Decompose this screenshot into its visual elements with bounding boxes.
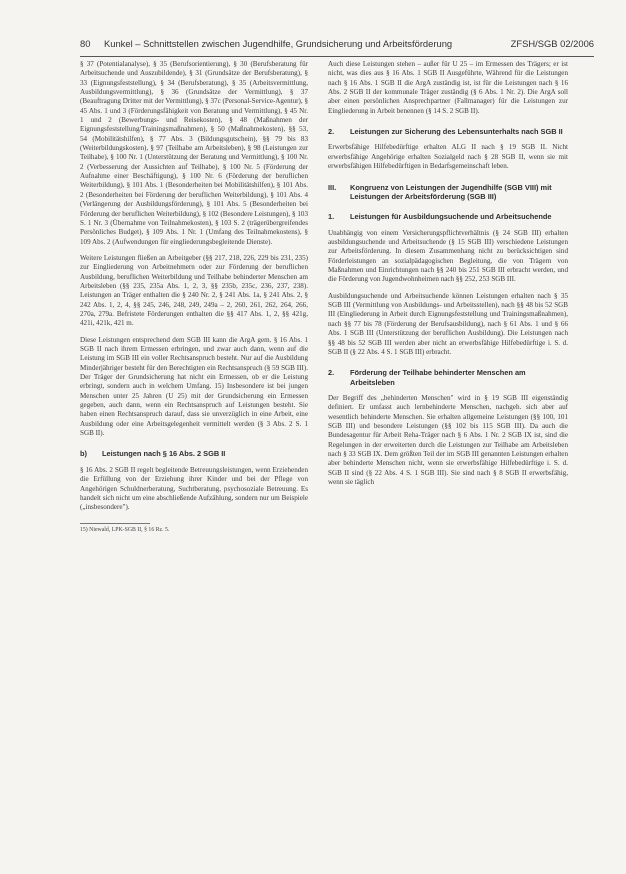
section-heading [80, 449, 308, 458]
heading-number: 2. [328, 127, 335, 137]
running-title: Kunkel – Schnittstellen zwischen Jugendhilfe, Grundsicherung und Arbeitsförderung [104, 38, 453, 49]
heading-number: 1. [328, 212, 335, 222]
paragraph: Weitere Leistungen fließen an Arbeitgeber (§§ 217, 218, 226, 229 bis 231, 235) zur Eingliederung von Arbeitnehmern oder zur Förderung der beruflichen Ausbildung, beruflichen Weiterbildung und Teilhabe behinderter Menschen am Arbeitsleben (§§ 235, 235a Abs. 1, 2, 3, §§ 235b, 235c, 236, 237, 238). Leistungen an Träger enthalten die § 240 Nr. 2, § 241 Abs. 1a, § 241 Abs. 2, § 242 Abs. 1, 2, 4, §§ 245, 246, 248, 249, 249a – 2, 260, 261, 262, 264, 266, 270a, 279a. Befristete Förderungen enthalten die §§ 417 Abs. 1, 2, §§ 421g, 421i, 421k, 421 m. [80, 253, 308, 328]
paragraph: Der Begriff des „behinderten Menschen" wird in § 19 SGB III eigenständig definiert. Er umfasst auch lernbehinderte Menschen, nachgeh. sich aber auf wesentlich behinderte Menschen. Sie erhalten allgemeine Leistungen (§§ 100, 101 SGB III) und besondere Leistungen (§§ 102 bis 115 SGB III). Da auch die Bundesagentur für Arbeit Reha-Träger nach § 6 Abs. 1 Nr. 2 SGB IX ist, sind die Regelungen in der erweiterten durch die Leistungen zur Teilhabe am Arbeitsleben nach § 33 SGB IX. Dem größten Teil der im SGB III genannten Leistungen erhalten aber behinderte Menschen nicht, wenn sie erwerbsfähige Hilfebedürftige i. S. d. SGB II sind (§ 22 Abs. 4 S. 1 SGB III). Sie sind nach § 8 SGB II erwerbsfähig, wenn sie täglich [328, 394, 568, 487]
heading-text: Leistungen für Ausbildungsuchende und Arbeitsuchende [350, 212, 552, 222]
footnote: 15) Niewald, LPK-SGB II, § 16 Rz. 5. [80, 526, 170, 533]
right-column [328, 60, 568, 487]
paragraph: § 16 Abs. 2 SGB II regelt begleitende Betreuungsleistungen, wenn Erziehenden die Erfüllung von der Erziehung ihrer Kinder und bei der Pflege von Angehörigen Schuldnerberatung, Suchtberatung, psychosoziale Betreuung. Es handelt sich nicht um eine abschließende Aufzählung, sondern nur um Beispiele („insbesondere"). [80, 465, 308, 512]
footnote-divider [80, 523, 150, 524]
paragraph: § 37 (Potentialanalyse), § 35 (Berufsorientierung), § 30 (Berufsberatung für Arbeitsuchende und Auszubildende), § 31 (Grundsätze der Berufsberatung), § 33 (Eignungsfeststellung), § 34 (Berufsberatung), § 35 (Arbeitsvermittlung, Ausbildungsvermittlung), § 36 (Grundsätze der Vermittlung), § 37 (Beauftragung Dritter mit der Vermittlung), § 37c (Personal-Service-Agentur), § 45 Abs. 1 und 3 (Förderungsfähigkeit von Beratung und Vermittlung), § 45 Nr. 1 und 2 (Bewerbungs- und Reisekosten), § 48 (Maßnahmen der Eignungsfeststellung/Trainingsmaßnahmen), § 50 (Maßnahmekosten), §§ 53, 54 (Mobilitätshilfen), § 77 Abs. 3 (Bildungsgutschein), §§ 79 bis 83 (Weiterbildungskosten), § 97 (Teilhabe am Arbeitsleben), § 98 (Leistungen zur Teilhabe), § 100 Nr. 1 (Unterstützung der Beratung und Vermittlung), § 100 Nr. 2 (Verbesserung der Aussichten auf Teilhabe), § 100 Nr. 5 (Förderung der Aufnahme einer Beschäftigung), § 100 Nr. 6 (Förderung der beruflichen Weiterbildung), § 101 Abs. 1 (Besonderheiten bei Mobilitätshilfen), § 101 Abs. 2 (Besonderheiten bei Förderung der beruflichen Weiterbildung), § 101 Abs. 4 (Verlängerung der Ausbildungsförderung), § 101 Abs. 5 (Besonderheiten bei Förderung der beruflichen Weiterbildung), § 102 (Besondere Leistungen), § 103 S. 1 Nr. 3 (Übernahme von Teilnahmekosten), § 103 S. 2 (trägerübergreifendes Persönliches Budget), § 109 Abs. 1 Nr. 1 (Umfang des Teilnahmekostens), § 109 Abs. 2 (Aufwendungen für eingliederungsbegleitende Dienste). [80, 60, 308, 246]
running-header [80, 38, 594, 57]
heading-text: Förderung der Teilhabe behinderter Menschen am Arbeitsleben [350, 368, 526, 387]
left-column [80, 60, 308, 534]
heading-text: Leistungen zur Sicherung des Lebensunterhalts nach SGB II [350, 127, 563, 137]
heading-number: III. [328, 182, 337, 192]
paragraph: Diese Leistungen entsprechend dem SGB III kann die ArgA gem. § 16 Abs. 1 SGB II nach ihrem Ermessen erbringen, und zwar auch dann, wenn auf die Leistung im SGB III ein voller Rechtsanspruch besteht. Nur auf die Ausbildung Minderjähriger besteht für den Berechtigten ein Rechtsanspruch (§ 59 SGB III). Der Träger der Grundsicherung hat nicht ein Ermessen, ob er die Leistung erbringt, sondern auch in welchem Umfang. 15) Insbesondere ist bei jungen Menschen unter 25 Jahren (U 25) mit der Grundsicherung ein Ermessen gegeben, auch dann, wenn ein Rechtsanspruch auf Leistungen besteht. Sie haben einen Rechtsanspruch darauf, dass sie unverzüglich in eine Arbeit, eine Ausbildung oder eine Arbeitsgelegenheit vermittelt werden (§ 3 Abs. 2 S. 1 SGB II). [80, 335, 308, 438]
heading-text: Kongruenz von Leistungen der Jugendhilfe (SGB VIII) mit Leistungen der Arbeitsförderung (SGB III) [350, 182, 552, 201]
section-heading [328, 127, 568, 136]
paragraph: Ausbildungsuchende und Arbeitsuchende können Leistungen erhalten nach § 35 SGB III (Vermittlung von Ausbildungs- und Arbeitsstellen), nach §§ 48 bis 52 SGB III (Eingliederung in Arbeit durch Eignungsfeststellung und Trainingsmaßnahmen), nach §§ 77 bis 78 (Förderung der Berufsausbildung), nach § 61 Abs. 1 und § 66 Abs. 1 SGB III (Unterstützung der beruflichen Ausbildung). Die Leistungen nach §§ 48 bis 52 SGB III werden aber nicht an erwerbsfähige Hilfebedürftige i. S. d. SGB II (§ 22 Abs. 4 S. 1 SGB III) erbracht. [328, 291, 568, 356]
heading-text: Leistungen nach § 16 Abs. 2 SGB II [102, 449, 226, 459]
section-heading [328, 212, 568, 221]
page-number: 80 [80, 38, 91, 49]
section-heading [328, 368, 568, 387]
paragraph: Auch diese Leistungen stehen – außer für U 25 – im Ermessen des Trägers; er ist nicht, was dies aus § 16 Abs. 1 SGB II Ausgeführte, Während für die Leistungen nach § 16 Abs. 1 SGB II die ArgA zuständig ist, ist für die Leistungen nach § 16 Abs. 2 SGB II der kommunale Träger zuständig (§ 6 Abs. 1 Nr. 2). Die ArgA soll aber einen persönlichen Ansprechpartner (Fallmanager) für die Leistungen zur Eingliederung in Arbeit benennen (§ 14 S. 2 SGB II). [328, 60, 568, 115]
paragraph: Unabhängig von einem Versicherungspflichtverhältnis (§ 24 SGB III) erhalten ausbildungsuchende und Arbeitsuchende (§ 15 SGB III) verschiedene Leistungen zur Arbeitsförderung. In diesem Zusammenhang nicht zu berücksichtigen sind Förderleistungen an sozialpädagogischen Begleitung, die von Trägern von Maßnahmen und Einrichtungen nach §§ 240 bis 251 SGB III erbracht werden, und die Förderung von Jugendwohnheimen nach §§ 252, 253 SGB III. [328, 228, 568, 284]
paragraph: Erwerbsfähige Hilfebedürftige erhalten ALG II nach § 19 SGB II. Nicht erwerbsfähige Angehörige erhalten Sozialgeld nach § 28 SGB II, wenn sie mit erwerbsfähigen Hilfebedürftigen in Bedarfsgemeinschaft leben. [328, 143, 568, 171]
journal-issue: ZFSH/SGB 02/2006 [510, 38, 594, 49]
chapter-heading [328, 183, 568, 202]
heading-number: 2. [328, 368, 335, 378]
heading-number: b) [80, 449, 87, 459]
